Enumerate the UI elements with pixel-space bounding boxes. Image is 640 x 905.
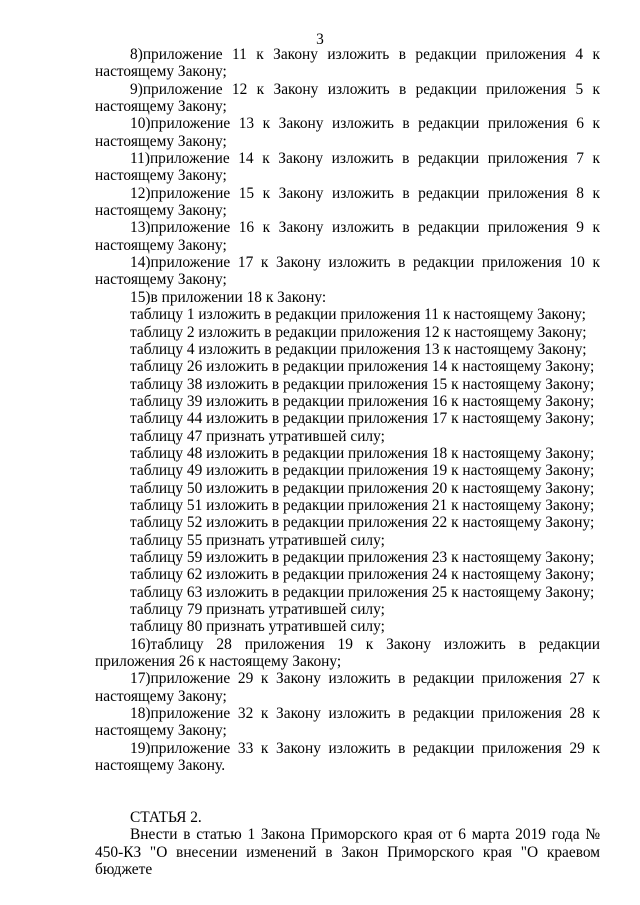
sublist-item: таблицу 63 изложить в редакции приложения 25 к настоящему Закону; bbox=[130, 583, 595, 601]
list-item: 16)таблицу 28 приложения 19 к Закону изложить в редакции приложения 26 к настоящему Закону; bbox=[95, 635, 600, 671]
sublist-item: таблицу 55 признать утратившей силу; bbox=[130, 531, 385, 549]
list-item: 19)приложение 33 к Закону изложить в редакции приложения 29 к настоящему Закону. bbox=[95, 739, 600, 775]
sublist-item: таблицу 4 изложить в редакции приложения 13 к настоящему Закону; bbox=[130, 340, 587, 358]
sublist-item: таблицу 48 изложить в редакции приложения 18 к настоящему Закону; bbox=[130, 444, 595, 462]
spacer bbox=[95, 792, 600, 809]
list-item: 10)приложение 13 к Закону изложить в редакции приложения 6 к настоящему Закону; bbox=[95, 115, 600, 150]
sublist-item: таблицу 79 признать утратившей силу; bbox=[130, 601, 385, 618]
list-item: 8)приложение 11 к Закону изложить в редакции приложения 4 к настоящему Закону; bbox=[95, 46, 600, 81]
amendments-list-top bbox=[95, 46, 600, 289]
sublist-item: таблицу 52 изложить в редакции приложения 22 к настоящему Закону; bbox=[130, 514, 595, 532]
list-item: 18)приложение 32 к Закону изложить в редакции приложения 28 к настоящему Закону; bbox=[95, 705, 600, 740]
sublist-item: таблицу 62 изложить в редакции приложения 24 к настоящему Закону; bbox=[130, 566, 595, 584]
sublist-item: таблицу 1 изложить в редакции приложения 11 к настоящему Закону; bbox=[130, 306, 586, 324]
sublist-item: таблицу 26 изложить в редакции приложения 14 к настоящему Закону; bbox=[130, 358, 595, 376]
sublist-item: таблицу 49 изложить в редакции приложения 19 к настоящему Закону; bbox=[130, 462, 595, 480]
article-paragraph: Внести в статью 1 Закона Приморского края от 6 марта 2019 года № 450-КЗ "О внесении изменений в Закон Приморского края "О краевом бюджете bbox=[95, 826, 600, 879]
item-15-sublist bbox=[95, 306, 600, 636]
sublist-item: таблицу 59 изложить в редакции приложения 23 к настоящему Закону; bbox=[130, 548, 595, 566]
sublist-item: таблицу 47 признать утратившей силу; bbox=[130, 427, 385, 445]
list-item: 17)приложение 29 к Закону изложить в редакции приложения 27 к настоящему Закону; bbox=[95, 670, 600, 705]
sublist-item: таблицу 50 изложить в редакции приложения 20 к настоящему Закону; bbox=[130, 479, 595, 497]
list-item: 14)приложение 17 к Закону изложить в редакции приложения 10 к настоящему Закону; bbox=[95, 254, 600, 289]
list-item: 12)приложение 15 к Закону изложить в редакции приложения 8 к настоящему Закону; bbox=[95, 184, 600, 220]
list-item: 9)приложение 12 к Закону изложить в редакции приложения 5 к настоящему Закону; bbox=[95, 80, 600, 116]
amendments-list-bottom bbox=[95, 636, 600, 775]
sublist-item: таблицу 80 признать утратившей силу; bbox=[130, 618, 385, 636]
spacer bbox=[95, 774, 600, 791]
sublist-item: таблицу 2 изложить в редакции приложения 12 к настоящему Закону; bbox=[130, 323, 587, 341]
item-15-heading: 15)в приложении 18 к Закону: bbox=[130, 288, 327, 306]
page-number: 3 bbox=[316, 31, 324, 48]
sublist-item: таблицу 44 изложить в редакции приложения 17 к настоящему Закону; bbox=[130, 410, 595, 428]
sublist-item: таблицу 39 изложить в редакции приложения 16 к настоящему Закону; bbox=[130, 392, 595, 410]
list-item: 11)приложение 14 к Закону изложить в редакции приложения 7 к настоящему Закону; bbox=[95, 150, 600, 185]
document-body bbox=[95, 46, 600, 879]
sublist-item: таблицу 51 изложить в редакции приложения 21 к настоящему Закону; bbox=[130, 496, 595, 514]
sublist-item: таблицу 38 изложить в редакции приложения 15 к настоящему Закону; bbox=[130, 375, 595, 393]
article-heading: СТАТЬЯ 2. bbox=[130, 809, 202, 827]
list-item: 13)приложение 16 к Закону изложить в редакции приложения 9 к настоящему Закону; bbox=[95, 219, 600, 254]
